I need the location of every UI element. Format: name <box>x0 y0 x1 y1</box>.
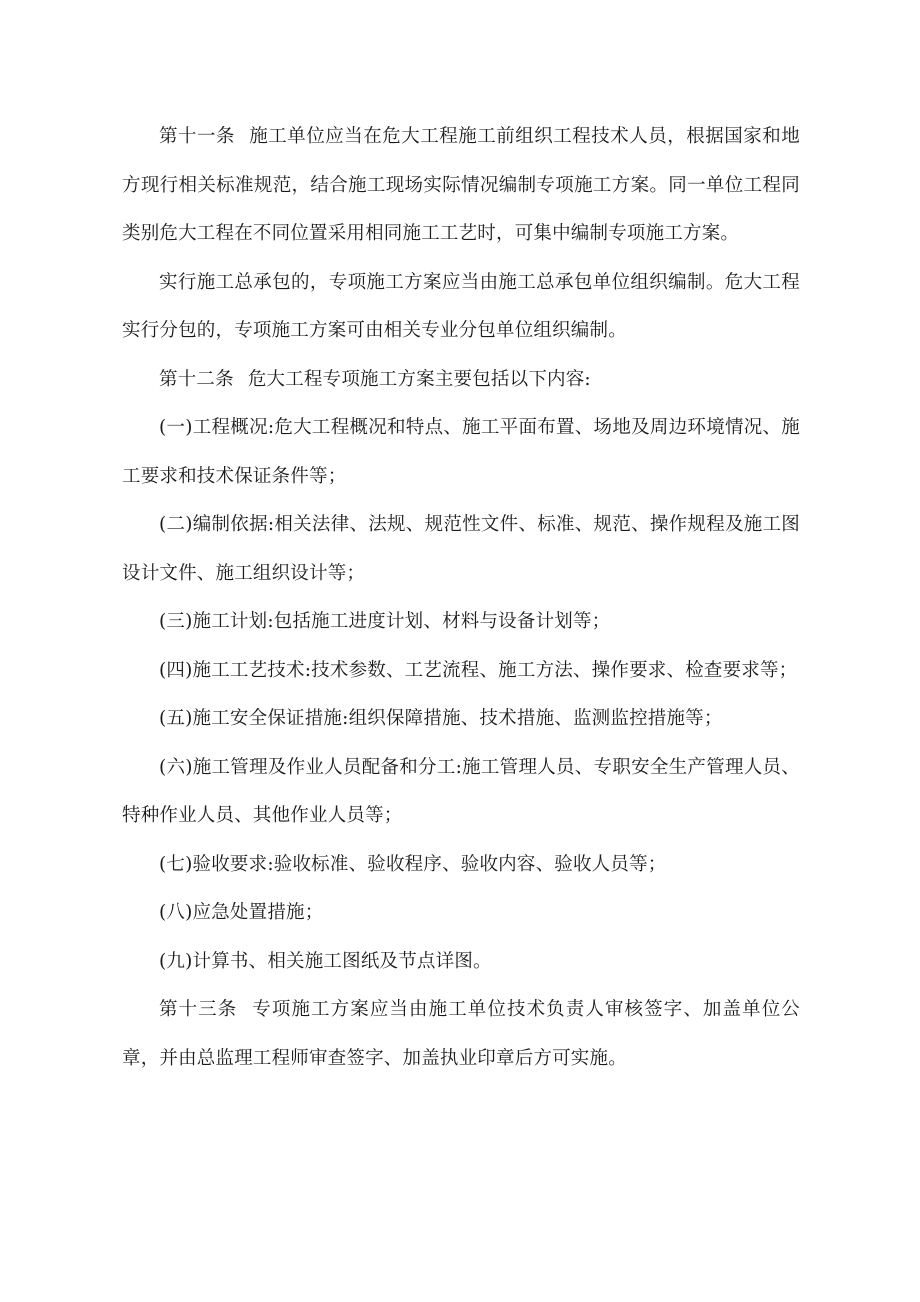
paragraph-general-contracting <box>122 259 800 356</box>
article-number: 第十一条 <box>159 126 235 147</box>
paragraph-text: (九)计算书、相关施工图纸及节点详图。 <box>159 950 492 972</box>
paragraph-article-13 <box>122 986 800 1083</box>
paragraph-text: (四)施工工艺技术:技术参数、工艺流程、施工方法、操作要求、检查要求等； <box>159 659 798 681</box>
list-item-3 <box>122 598 800 647</box>
list-item-2 <box>122 501 800 598</box>
paragraph-text: (二)编制依据:相关法律、法规、规范性文件、标准、规范、操作规程及施工图设计文件、施工组织设计等； <box>122 514 800 584</box>
article-number: 第十三条 <box>159 999 238 1020</box>
paragraph-article-12 <box>122 356 800 405</box>
paragraph-text: 实行施工总承包的，专项施工方案应当由施工总承包单位组织编制。危大工程实行分包的，专项施工方案可由相关专业分包单位组织编制。 <box>122 271 800 341</box>
paragraph-text: (八)应急处置措施； <box>159 902 324 923</box>
list-item-7 <box>122 841 800 890</box>
list-item-8 <box>122 889 800 938</box>
paragraph-text: (七)验收要求:验收标准、验收程序、验收内容、验收人员等； <box>159 853 667 875</box>
list-item-9 <box>122 938 800 987</box>
paragraph-text: 危大工程专项施工方案主要包括以下内容: <box>247 368 591 390</box>
article-number: 第十二条 <box>159 368 234 390</box>
list-item-4 <box>122 647 800 696</box>
paragraph-text: (五)施工安全保证措施:组织保障措施、技术措施、监测监控措施等； <box>159 708 723 729</box>
paragraph-text: (三)施工计划:包括施工进度计划、材料与设备计划等； <box>159 611 611 632</box>
paragraph-article-11 <box>122 113 800 259</box>
list-item-1 <box>122 404 800 501</box>
list-item-6 <box>122 744 800 841</box>
paragraph-text: (六)施工管理及作业人员配备和分工:施工管理人员、专职安全生产管理人员、特种作业人员、其他作业人员等； <box>122 756 800 826</box>
paragraph-text: (一)工程概况:危大工程概况和特点、施工平面布置、场地及周边环境情况、施工要求和技术保证条件等； <box>122 417 800 487</box>
paragraph-text: 施工单位应当在危大工程施工前组织工程技术人员，根据国家和地方现行相关标准规范，结合施工现场实际情况编制专项施工方案。同一单位工程同类别危大工程在不同位置采用相同施工工艺时，可集中编制专项施工方案。 <box>122 126 800 244</box>
paragraph-text: 专项施工方案应当由施工单位技术负责人审核签字、加盖单位公章，并由总监理工程师审查签字、加盖执业印章后方可实施。 <box>122 999 800 1069</box>
list-item-5 <box>122 695 800 744</box>
